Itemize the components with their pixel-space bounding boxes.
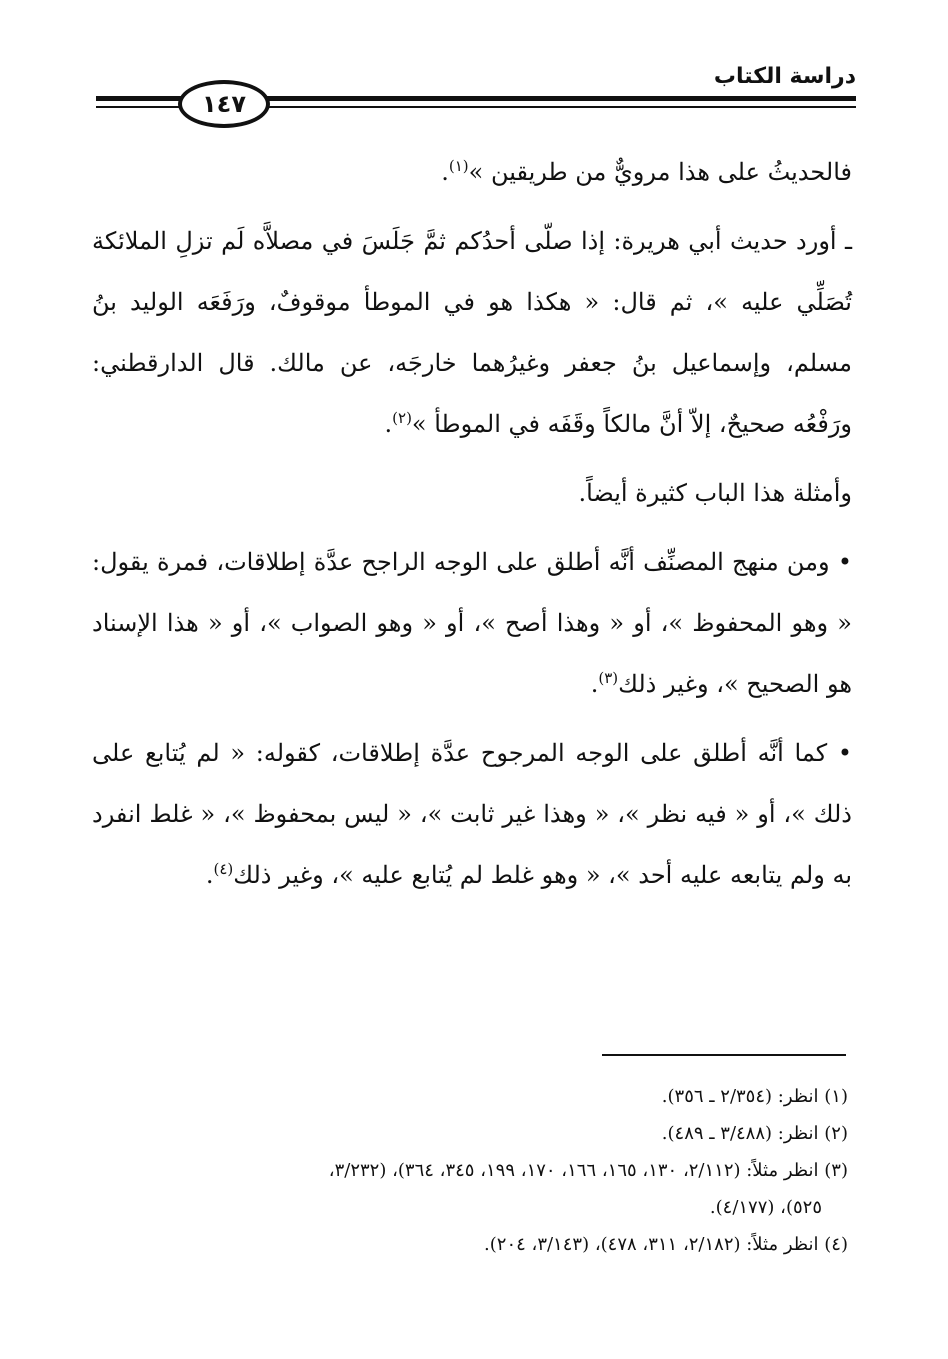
footnote: (١) انظر: (٢/٣٥٤ ـ ٣٥٦). [661, 1086, 848, 1107]
footnote-marker: (٤) [213, 860, 234, 878]
paragraph-text: فالحديثُ على هذا مرويٌّ من طريقين » [468, 158, 852, 186]
footnote-separator [602, 1054, 846, 1056]
paragraph-end: . [205, 861, 214, 889]
page-number: ١٤٧ [202, 90, 246, 118]
paragraph-end: . [590, 670, 599, 698]
paragraph [92, 532, 852, 715]
footnote: (٢) انظر: (٣/٤٨٨ ـ ٤٨٩). [661, 1123, 848, 1144]
page-number-oval [178, 80, 270, 128]
paragraph [92, 723, 852, 906]
footnote-marker: (٢) [392, 409, 412, 427]
paragraph [92, 142, 852, 203]
footnote: (٤) انظر مثلاً: (٢/١٨٢، ٣١١، ٤٧٨)، (٣/١٤٣، ٢٠٤). [484, 1234, 848, 1255]
footnotes [92, 1078, 848, 1263]
running-title: دراسة الكتاب [713, 64, 856, 89]
paragraph-end: . [384, 410, 393, 438]
paragraph-end: . [441, 158, 449, 186]
paragraph-text: • ومن منهج المصنِّف أنَّه أطلق على الوجه الراجح عدَّة إطلاقات، فمرة يقول: « وهو المحفوظ »، أو « وهذا أصح »، أو « وهو الصواب »، أو « هذا الإسناد هو الصحيح »، وغير ذلك [92, 548, 852, 698]
paragraph-text: ـ أورد حديث أبي هريرة: إذا صلّى أحدُكم ثمَّ جَلَسَ في مصلاَّه لَم تزلِ الملائكة تُصَلِّي عليه »، ثم قال: « هكذا هو في الموطأ موقوفٌ، ورَفَعَه الوليد بنُ مسلم، وإسماعيل بنُ جعفر وغيرُهما خارجَه، عن مالك. قال الدارقطني: ورَفْعُه صحيحٌ، إلاّ أنَّ مالكاً وقَفَه في الموطأ » [92, 227, 852, 438]
paragraph-text: وأمثلة هذا الباب كثيرة أيضاً. [578, 479, 852, 507]
footnote-marker: (٣) [598, 669, 619, 687]
footnote-marker: (١) [448, 157, 469, 175]
paragraph [92, 211, 852, 455]
body-text [92, 142, 852, 906]
footnote: (٣) انظر مثلاً: (٢/١١٢، ١٣٠، ١٦٥، ١٦٦، ١٧٠، ١٩٩، ٣٤٥، ٣٦٤)، (٣/٢٣٢، [328, 1160, 848, 1181]
paragraph [92, 463, 852, 524]
footnote-continuation: ٥٢٥)، (٤/١٧٧). [709, 1197, 822, 1218]
paragraph-text: • كما أنَّه أطلق على الوجه المرجوح عدَّة إطلاقات، كقوله: « لم يُتابع على ذلك »، أو « فيه نظر »، « وهذا غير ثابت »، « ليس بمحفوظ »، « غلط انفرد به ولم يتابعه عليه أحد »، « وهو غلط لم يُتابع عليه »، وغير ذلك [92, 739, 852, 889]
